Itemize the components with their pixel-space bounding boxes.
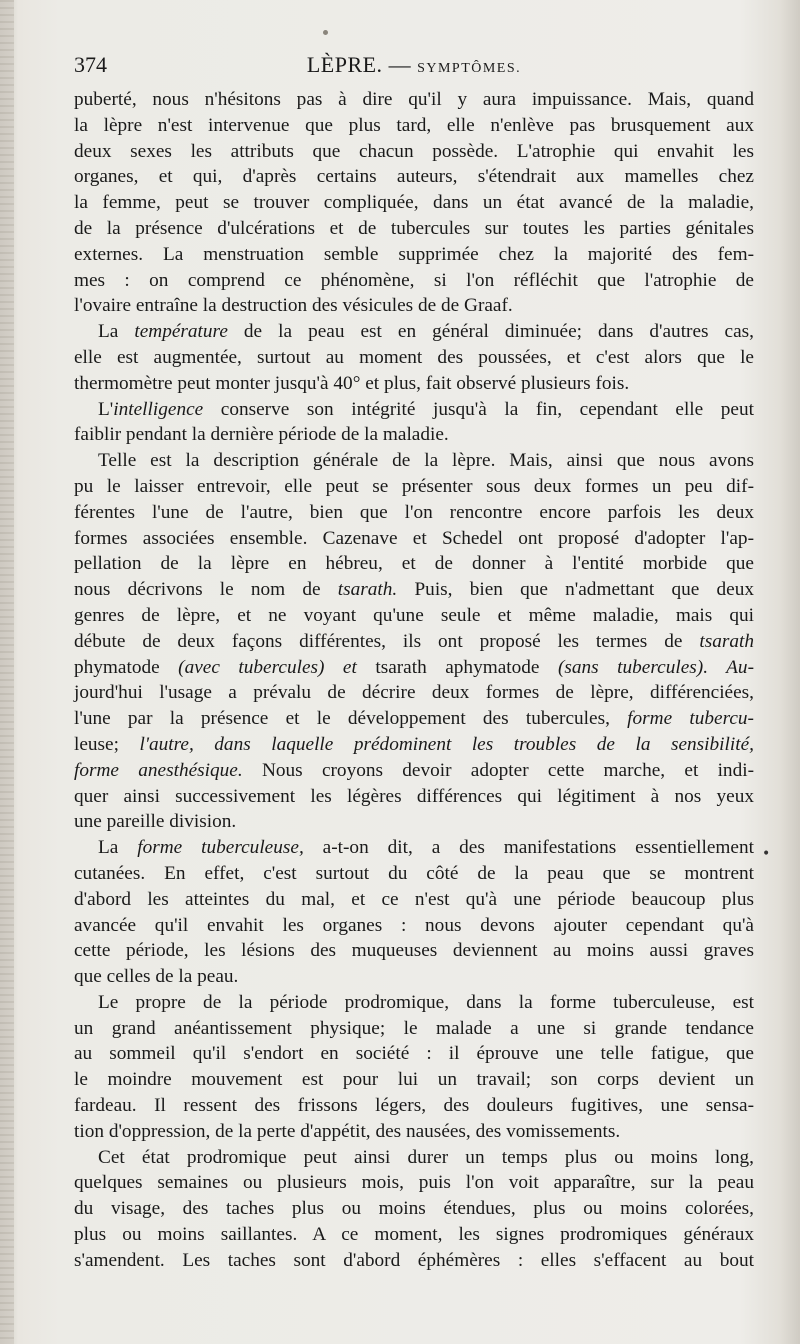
text-line: d'abord les atteintes du mal, et ce n'est qu'à une période beaucoup plus — [74, 888, 754, 910]
running-title-dash: — — [388, 52, 412, 77]
text-line: genres de lèpre, et ne voyant qu'une seule et même maladie, mais qui — [74, 604, 754, 626]
text-line: au sommeil qu'il s'endort en société : il éprouve une telle fatigue, que — [74, 1043, 754, 1065]
text-line: puberté, nous n'hésitons pas à dire qu'il y aura impuissance. Mais, quand — [74, 89, 754, 110]
ink-speck — [323, 30, 328, 35]
running-header — [74, 52, 754, 82]
text-line: La température de la peau est en général diminuée; dans d'autres cas, — [98, 321, 754, 343]
text-line: le moindre mouvement est pour lui un travail; son corps devient un — [74, 1069, 754, 1091]
text-line: faiblir pendant la dernière période de la maladie. — [74, 424, 449, 446]
text-line: forme anesthésique. Nous croyons devoir adopter cette marche, et indi- — [74, 759, 754, 781]
text-line: jourd'hui l'usage a prévalu de décrire deux formes de lèpre, différenciées, — [74, 682, 754, 704]
running-title — [74, 52, 754, 78]
text-line: organes, et qui, d'après certains auteurs, s'étendrait aux mamelles chez — [74, 166, 754, 188]
text-line: cutanées. En effet, c'est surtout du côté de la peau que se montrent — [74, 862, 754, 884]
text-line: Cet état prodromique peut ainsi durer un temps plus ou moins long, — [98, 1146, 754, 1168]
text-line: pellation de la lèpre en hébreu, et de donner à l'entité morbide que — [74, 553, 754, 575]
text-line: L'intelligence conserve son intégrité jusqu'à la fin, cependant elle peut — [98, 398, 754, 420]
text-line: tion d'oppression, de la perte d'appétit, des nausées, des vomissements. — [74, 1120, 621, 1142]
text-line: nous décrivons le nom de tsarath. Puis, bien que n'admettant que deux — [74, 579, 754, 601]
text-line: une pareille division. — [74, 811, 237, 833]
text-line: quelques semaines ou plusieurs mois, puis l'on voit apparaître, sur la peau — [74, 1172, 754, 1194]
text-line: s'amendent. Les taches sont d'abord éphémères : elles s'effacent au bout — [74, 1249, 754, 1271]
text-line: quer ainsi successivement les légères différences qui légitiment à nos yeux — [74, 785, 754, 807]
text-line: férentes l'une de l'autre, bien que l'on rencontre encore parfois les deux — [74, 501, 754, 523]
text-line: mes : on comprend ce phénomène, si l'on réfléchit que l'atrophie de — [74, 269, 754, 291]
page-binding-edge — [0, 0, 14, 1344]
running-title-sub: SYMPTÔMES. — [417, 61, 522, 76]
text-line: fardeau. Il ressent des frissons légers, des douleurs fugitives, une sensa- — [74, 1095, 754, 1117]
text-line: que celles de la peau. — [74, 966, 239, 988]
text-line: deux sexes les attributs que chacun possède. L'atrophie qui envahit les — [74, 140, 754, 162]
text-line: l'une par la présence et le développement des tubercules, forme tubercu- — [74, 708, 754, 730]
text-line: la lèpre n'est intervenue que plus tard, elle n'enlève pas brusquement aux — [74, 114, 754, 136]
text-line: phymatode (avec tubercules) et tsarath aphymatode (sans tubercules). Au- — [74, 656, 754, 678]
text-line: leuse; l'autre, dans laquelle prédominent les troubles de la sensibilité, — [74, 733, 754, 755]
running-title-main: LÈPRE. — [306, 52, 383, 77]
text-line: débute de deux façons différentes, ils ont proposé les termes de tsarath — [74, 630, 754, 652]
margin-dot: • — [762, 846, 771, 862]
text-line: formes associées ensemble. Cazenave et Schedel ont proposé d'adopter l'ap- — [74, 527, 754, 549]
text-line: un grand anéantissement physique; le malade a une si grande tendance — [74, 1017, 754, 1039]
text-line: avancée qu'il envahit les organes : nous devons ajouter cependant qu'à — [74, 914, 754, 936]
text-line: la femme, peut se trouver compliquée, dans un état avancé de la maladie, — [74, 192, 754, 214]
text-line: externes. La menstruation semble supprimée chez la majorité des fem- — [74, 243, 754, 265]
text-line: elle est augmentée, surtout au moment des poussées, et c'est alors que le — [74, 346, 754, 368]
body-text — [74, 87, 754, 1274]
text-line: pu le laisser entrevoir, elle peut se présenter sous deux formes un peu dif- — [74, 475, 754, 497]
text-line: du visage, des taches plus ou moins étendues, plus ou moins colorées, — [74, 1198, 754, 1220]
text-line: Telle est la description générale de la lèpre. Mais, ainsi que nous avons — [98, 450, 754, 472]
text-line: l'ovaire entraîne la destruction des vésicules de de Graaf. — [74, 295, 513, 317]
text-line: plus ou moins saillantes. A ce moment, les signes prodromiques généraux — [74, 1224, 754, 1246]
text-line: de la présence d'ulcérations et de tubercules sur toutes les parties génitales — [74, 217, 754, 239]
page-number: 374 — [74, 52, 107, 77]
text-line: cette période, les lésions des muqueuses deviennent au moins aussi graves — [74, 940, 754, 962]
text-line: Le propre de la période prodromique, dans la forme tuberculeuse, est — [98, 991, 754, 1013]
text-line: La forme tuberculeuse, a-t-on dit, a des manifestations essentiellement — [98, 837, 754, 859]
text-line: thermomètre peut monter jusqu'à 40° et plus, fait observé plusieurs fois. — [74, 372, 630, 394]
